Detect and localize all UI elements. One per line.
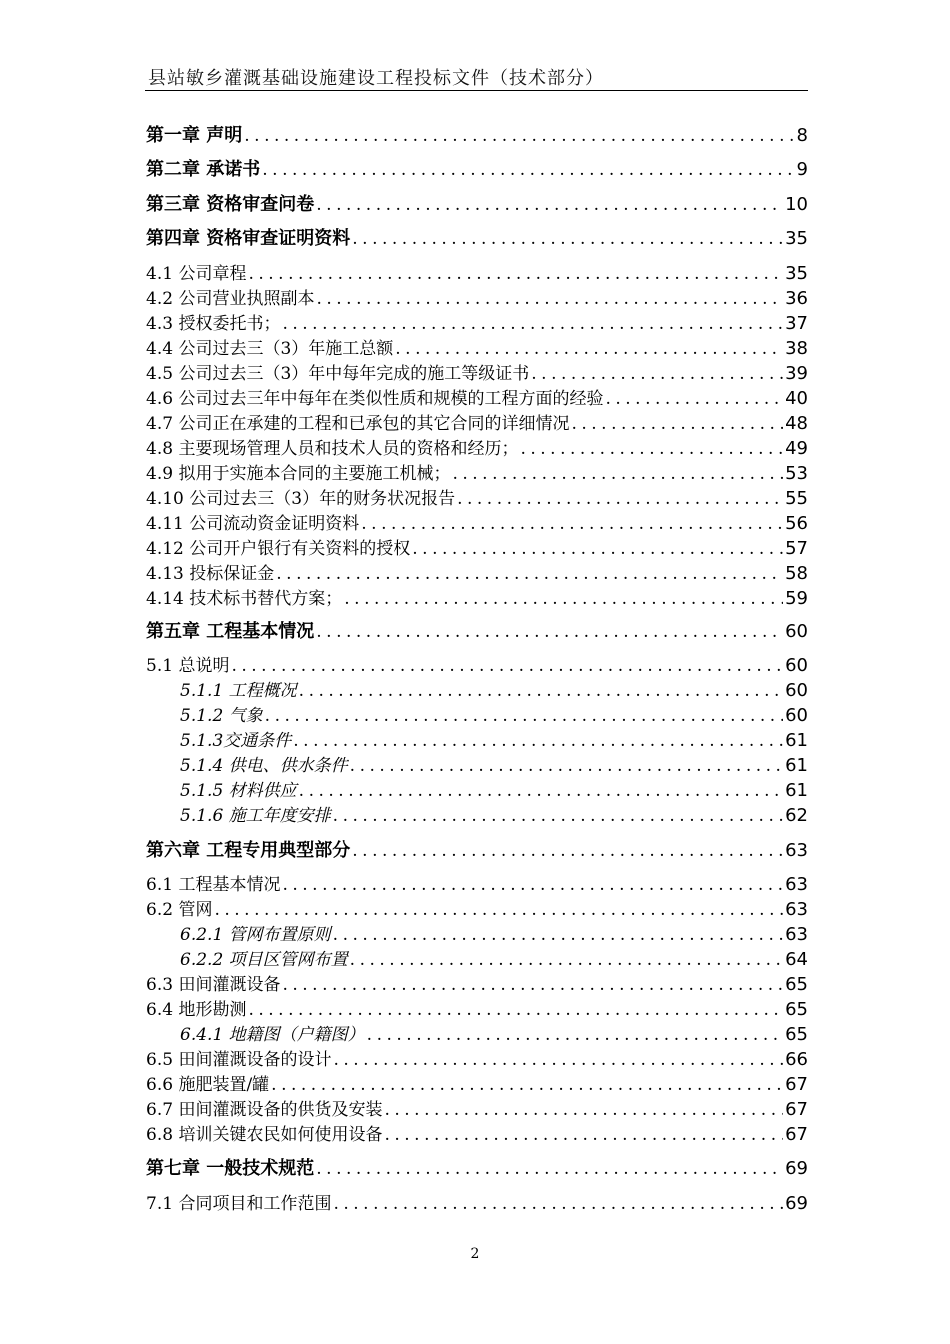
- toc-entry[interactable]: [146, 838, 808, 862]
- toc-leader-dots: [520, 438, 783, 460]
- toc-leader-dots: [276, 563, 783, 585]
- toc-entry[interactable]: [146, 311, 808, 335]
- toc-entry-page: 66: [785, 1049, 808, 1070]
- toc-entry-label: 4.13 投标保证金: [146, 564, 275, 584]
- toc-entry-label: 4.6 公司过去三年中每年在类似性质和规模的工程方面的经验: [146, 389, 604, 409]
- toc-entry-label: 6.5 田间灌溉设备的设计: [146, 1050, 332, 1070]
- toc-entry-page: 53: [785, 463, 808, 484]
- toc-leader-dots: [248, 999, 783, 1021]
- toc-entry-page: 63: [785, 899, 808, 920]
- toc-entry-label: 第一章 声明: [146, 125, 243, 146]
- toc-entry-page: 59: [785, 588, 808, 609]
- toc-entry-page: 65: [785, 1024, 808, 1045]
- toc-entry-label: 6.8 培训关键农民如何使用设备: [146, 1125, 383, 1145]
- toc-entry-page: 63: [785, 840, 808, 861]
- toc-entry[interactable]: [146, 1122, 808, 1146]
- toc-entry-label: 6.6 施肥装置/罐: [146, 1075, 270, 1095]
- toc-entry-label: 第二章 承诺书: [146, 159, 261, 180]
- toc-entry-label: 4.9 拟用于实施本合同的主要施工机械；: [146, 464, 451, 484]
- header-title: 县站敏乡灌溉基础设施建设工程投标文件（技术部分）: [148, 68, 604, 89]
- toc-entry[interactable]: [146, 286, 808, 310]
- toc-entry[interactable]: [146, 157, 808, 181]
- toc-entry-label: 6.1 工程基本情况: [146, 875, 281, 895]
- toc-entry[interactable]: [180, 922, 808, 946]
- toc-entry[interactable]: [146, 436, 808, 460]
- toc-entry[interactable]: [146, 461, 808, 485]
- toc-leader-dots: [531, 363, 783, 385]
- toc-leader-dots: [350, 949, 783, 971]
- toc-leader-dots: [344, 588, 783, 610]
- toc-leader-dots: [384, 1124, 783, 1146]
- toc-entry-page: 60: [785, 655, 808, 676]
- toc-leader-dots: [271, 1074, 783, 1096]
- toc-leader-dots: [571, 413, 783, 435]
- toc-entry-label: 6.4.1 地籍图（户籍图）: [180, 1025, 365, 1045]
- toc-entry-page: 62: [785, 805, 808, 826]
- toc-leader-dots: [350, 755, 783, 777]
- toc-entry-page: 69: [785, 1158, 808, 1179]
- toc-entry-page: 63: [785, 924, 808, 945]
- toc-entry-page: 39: [785, 363, 808, 384]
- toc-entry-page: 9: [796, 159, 808, 180]
- toc-leader-dots: [316, 194, 783, 216]
- toc-leader-dots: [282, 874, 783, 896]
- toc-leader-dots: [248, 263, 783, 285]
- toc-leader-dots: [333, 924, 783, 946]
- toc-leader-dots: [412, 538, 783, 560]
- toc-entry-label: 5.1.6 施工年度安排: [180, 806, 331, 826]
- toc-entry-label: 4.11 公司流动资金证明资料: [146, 514, 360, 534]
- toc-entry-label: 第六章 工程专用典型部分: [146, 840, 351, 861]
- toc-entry-label: 5.1.5 材料供应: [180, 781, 297, 801]
- toc-leader-dots: [352, 840, 783, 862]
- toc-entry[interactable]: [180, 678, 808, 702]
- toc-entry[interactable]: [146, 511, 808, 535]
- toc-entry-page: 67: [785, 1099, 808, 1120]
- toc-entry-label: 4.1 公司章程: [146, 264, 247, 284]
- toc-entry[interactable]: [180, 947, 808, 971]
- toc-entry-page: 35: [785, 263, 808, 284]
- toc-leader-dots: [293, 730, 783, 752]
- toc-entry-label: 6.7 田间灌溉设备的供货及安装: [146, 1100, 383, 1120]
- toc-entry-label: 6.4 地形勘测: [146, 1000, 247, 1020]
- toc-entry[interactable]: [180, 1022, 808, 1046]
- toc-leader-dots: [299, 780, 783, 802]
- toc-entry[interactable]: [180, 703, 808, 727]
- toc-entry-page: 61: [785, 730, 808, 751]
- toc-entry[interactable]: [146, 619, 808, 643]
- toc-entry-label: 4.3 授权委托书；: [146, 314, 281, 334]
- toc-entry-label: 5.1.3交通条件: [180, 731, 292, 751]
- toc-entry-page: 60: [785, 705, 808, 726]
- toc-leader-dots: [282, 974, 783, 996]
- toc-entry-page: 60: [785, 621, 808, 642]
- toc-entry-page: 61: [785, 755, 808, 776]
- toc-entry-page: 8: [796, 125, 808, 146]
- toc-leader-dots: [316, 1158, 783, 1180]
- toc-entry-page: 58: [785, 563, 808, 584]
- toc-leader-dots: [367, 1024, 783, 1046]
- toc-entry[interactable]: [146, 536, 808, 560]
- toc-entry[interactable]: [146, 226, 808, 250]
- toc-entry[interactable]: [146, 997, 808, 1021]
- toc-entry[interactable]: [146, 972, 808, 996]
- toc-entry-page: 55: [785, 488, 808, 509]
- toc-entry[interactable]: [180, 803, 808, 827]
- toc-leader-dots: [244, 125, 794, 147]
- toc-entry[interactable]: [146, 1097, 808, 1121]
- toc-entry-label: 5.1.1 工程概况: [180, 681, 297, 701]
- toc-leader-dots: [333, 805, 783, 827]
- toc-entry-label: 4.8 主要现场管理人员和技术人员的资格和经历；: [146, 439, 519, 459]
- toc-entry-page: 65: [785, 974, 808, 995]
- toc-entry-label: 4.12 公司开户银行有关资料的授权: [146, 539, 411, 559]
- toc-entry[interactable]: [146, 897, 808, 921]
- toc-entry[interactable]: [180, 778, 808, 802]
- toc-entry-label: 第四章 资格审查证明资料: [146, 228, 351, 249]
- toc-entry[interactable]: [146, 653, 808, 677]
- toc-entry-page: 64: [785, 949, 808, 970]
- toc-entry-label: 5.1.2 气象: [180, 706, 263, 726]
- toc-entry-label: 6.2 管网: [146, 900, 213, 920]
- toc-entry-label: 第三章 资格审查问卷: [146, 194, 315, 215]
- toc-entry[interactable]: [146, 486, 808, 510]
- toc-entry-label: 第五章 工程基本情况: [146, 621, 315, 642]
- toc-entry-page: 40: [785, 388, 808, 409]
- toc-entry[interactable]: [146, 561, 808, 585]
- toc-entry-label: 6.2.2 项目区管网布置: [180, 950, 348, 970]
- toc-entry-page: 60: [785, 680, 808, 701]
- toc-leader-dots: [333, 1193, 783, 1215]
- toc-leader-dots: [316, 288, 783, 310]
- toc-entry[interactable]: [146, 386, 808, 410]
- toc-entry-label: 4.2 公司营业执照副本: [146, 289, 315, 309]
- toc-entry[interactable]: [146, 872, 808, 896]
- toc-entry[interactable]: [146, 411, 808, 435]
- toc-entry-label: 5.1.4 供电、供水条件: [180, 756, 348, 776]
- toc-entry-label: 第七章 一般技术规范: [146, 1158, 315, 1179]
- toc-entry-page: 69: [785, 1193, 808, 1214]
- toc-entry[interactable]: [146, 1047, 808, 1071]
- toc-entry[interactable]: [180, 753, 808, 777]
- toc-entry-page: 48: [785, 413, 808, 434]
- toc-leader-dots: [361, 513, 783, 535]
- toc-entry-label: 5.1 总说明: [146, 656, 230, 676]
- toc-leader-dots: [214, 899, 783, 921]
- toc-leader-dots: [457, 488, 783, 510]
- toc-entry-page: 36: [785, 288, 808, 309]
- toc-entry[interactable]: [146, 361, 808, 385]
- toc-entry-label: 4.14 技术标书替代方案；: [146, 589, 343, 609]
- toc-entry-page: 63: [785, 874, 808, 895]
- toc-entry-label: 6.2.1 管网布置原则: [180, 925, 331, 945]
- toc-leader-dots: [352, 228, 783, 250]
- toc-leader-dots: [384, 1099, 783, 1121]
- toc-leader-dots: [299, 680, 783, 702]
- toc-entry-label: 6.3 田间灌溉设备: [146, 975, 281, 995]
- toc-entry[interactable]: [180, 728, 808, 752]
- toc-entry-label: 4.10 公司过去三（3）年的财务状况报告: [146, 489, 456, 509]
- toc-entry[interactable]: [146, 586, 808, 610]
- toc-entry[interactable]: [146, 261, 808, 285]
- toc-leader-dots: [231, 655, 783, 677]
- toc-entry-label: 7.1 合同项目和工作范围: [146, 1194, 332, 1214]
- toc-entry-page: 38: [785, 338, 808, 359]
- toc-entry-page: 67: [785, 1124, 808, 1145]
- toc-entry[interactable]: [146, 123, 808, 147]
- toc-entry[interactable]: [146, 1191, 808, 1215]
- toc-entry[interactable]: [146, 336, 808, 360]
- toc-leader-dots: [282, 313, 783, 335]
- toc-leader-dots: [333, 1049, 783, 1071]
- toc-entry-page: 67: [785, 1074, 808, 1095]
- toc-leader-dots: [452, 463, 783, 485]
- toc-entry[interactable]: [146, 1156, 808, 1180]
- toc-entry-page: 65: [785, 999, 808, 1020]
- page-number: 2: [470, 1246, 480, 1262]
- toc-leader-dots: [605, 388, 783, 410]
- toc-entry-page: 49: [785, 438, 808, 459]
- toc-leader-dots: [395, 338, 783, 360]
- page-header: [145, 62, 808, 91]
- toc-entry-page: 57: [785, 538, 808, 559]
- toc-leader-dots: [316, 621, 783, 643]
- toc-entry-page: 37: [785, 313, 808, 334]
- toc-entry-page: 56: [785, 513, 808, 534]
- toc-leader-dots: [262, 159, 794, 181]
- toc-entry[interactable]: [146, 1072, 808, 1096]
- toc-entry-page: 61: [785, 780, 808, 801]
- toc-entry-page: 35: [785, 228, 808, 249]
- toc-entry[interactable]: [146, 192, 808, 216]
- toc-entry-label: 4.4 公司过去三（3）年施工总额: [146, 339, 394, 359]
- toc-entry-label: 4.5 公司过去三（3）年中每年完成的施工等级证书: [146, 364, 530, 384]
- toc-entry-page: 10: [785, 194, 808, 215]
- toc-entry-label: 4.7 公司正在承建的工程和已承包的其它合同的详细情况: [146, 414, 570, 434]
- toc-leader-dots: [265, 705, 783, 727]
